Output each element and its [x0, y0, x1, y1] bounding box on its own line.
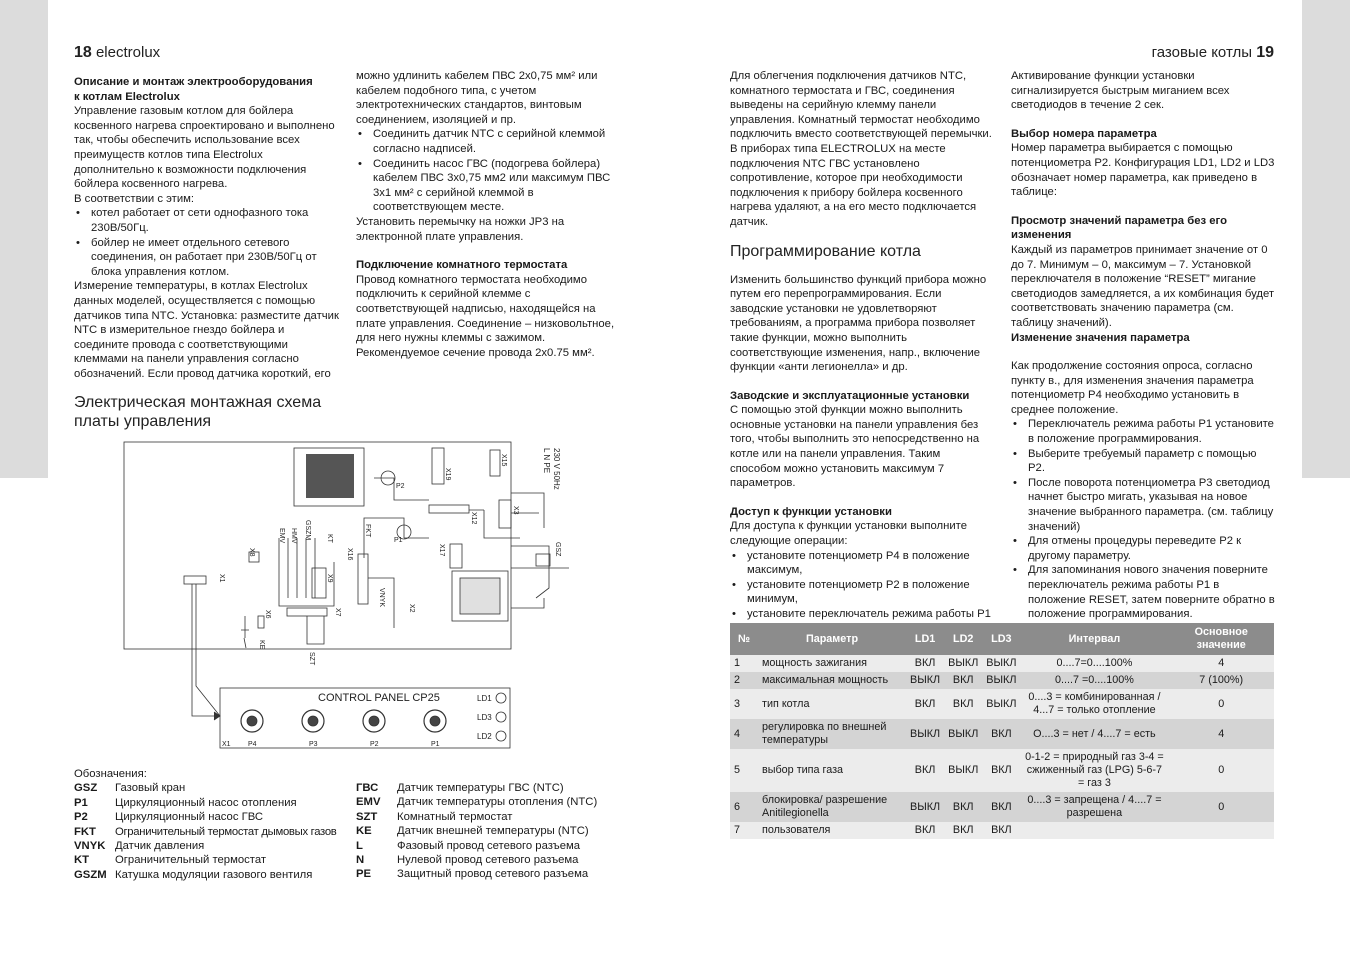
connector-x15	[490, 450, 500, 476]
column-4	[1011, 69, 1275, 622]
left-page-header	[74, 44, 160, 62]
list-item: • котел работает от сети однофазного тока 230В/50Гц.	[74, 206, 340, 235]
emv-label: EMV	[278, 528, 285, 544]
pot-p4-knob	[247, 716, 257, 726]
section-title: Выбор номера параметра	[1011, 127, 1157, 140]
list-item: • установите переключатель режима работы P1	[730, 607, 992, 636]
legend-item: N Нулевой провод сетевого разъема	[356, 854, 579, 867]
connector-label: X17	[438, 544, 445, 557]
connector-label: X16	[346, 548, 353, 561]
right-page-title: газовые котлы	[1151, 44, 1253, 61]
led-ld1	[496, 693, 506, 703]
legend-item: FKT Ограничительный термостат дымовых газов	[74, 825, 337, 838]
paragraph: Активирование функции установки сигнализируется быстрым миганием всех светодиодов в течение 2 сек.	[1011, 70, 1230, 112]
list-item: • Для отмены процедуры переведите P2 к другому параметру.	[1011, 534, 1275, 563]
list-item: • Переключатель режима работы P1 установите в положение программирования.	[1011, 417, 1275, 446]
connector-x12	[429, 505, 469, 513]
kt-label: KT	[326, 534, 333, 543]
p2-label: P2	[396, 483, 405, 490]
bullet-list	[1011, 417, 1275, 621]
bullet-list	[356, 127, 621, 215]
pot-label: P2	[370, 741, 379, 748]
table-header: LD3	[982, 623, 1020, 655]
paragraph: Для облегчения подключения датчиков NTC, комнатного термостата и ГВС, соединения выведены на серийную клемму панели управления. Комнатный термостат необходимо подключить вместо соответствующей перемычки. В приборах типа ELECTROLUX на месте подключения NTC ГВС установлено сопротивление, которое при необходимости подключения к прибору бойлера косвенного нагрева удаляют, а на его место подключается датчик.	[730, 70, 992, 228]
paragraph: Изменить большинство функций прибора можно путем его перепрограммирования. Если заводские установки не удовлетворяют требованиям, а программа прибора позволяет такие функции, можно выполнить соответствующие изменения, напр., включение функции «анти легионелла» и др.	[730, 273, 987, 374]
table-row: 6 блокировка/ разрешение Anitilegionella ВЫКЛ ВКЛ ВКЛ 0....3 = запрещена / 4....7 = разрешена 0	[730, 792, 1274, 822]
table-header: Параметр	[758, 623, 906, 655]
list-item: • бойлер не имеет отдельного сетевого соединения, он работает при 230В/50Гц от блока управления котлом.	[74, 236, 340, 280]
power-label: 230 V 50Hz	[552, 448, 561, 490]
connector-x1	[184, 576, 206, 584]
table-row: 7 пользователя ВКЛ ВКЛ ВКЛ	[730, 822, 1274, 839]
legend-item: P2 Циркуляционный насос ГВС	[74, 811, 264, 824]
legend-right	[356, 781, 626, 882]
pot-p2-knob	[369, 716, 379, 726]
legend-item: ГВС Датчик температуры ГВС (NTC)	[356, 782, 564, 794]
table-header: Основное значение	[1168, 623, 1274, 655]
section-title: Просмотр значений параметра без его изменения	[1011, 214, 1227, 242]
fkt-label: FKT	[364, 524, 371, 538]
table-header: Интервал	[1020, 623, 1168, 655]
gas-valve-wires	[511, 568, 569, 608]
connector-x19	[432, 448, 444, 484]
list-item: • Выберите требуемый параметр с помощью P2.	[1011, 447, 1275, 476]
right-page-margin	[1302, 0, 1350, 478]
paragraph: Номер параметра выбирается с помощью потенциометра P2. Конфигурация LD1, LD2 и LD3 обозначает номер параметра, как приведено в таблице:	[1011, 142, 1275, 199]
paragraph: Управление газовым котлом для бойлера косвенного нагрева спроектировано и выполнено так, чтобы обеспечить использование всех преимуществ котлов типа Electrolux дополнительно к возможности подключения бойлера косвенного нагрева.	[74, 105, 335, 191]
table-row: 2 максимальная мощность ВЫКЛ ВКЛ ВЫКЛ 0....7 =0....100% 7 (100%)	[730, 672, 1274, 689]
board-wires	[364, 518, 429, 628]
vnyk-label: VNYK	[378, 588, 385, 608]
list-item: • Для запоминания нового значения поверните переключатель режима работы P1 в положение RESET, затем поверните обратно в положение программирования.	[1011, 563, 1275, 621]
bullet-list	[74, 206, 340, 279]
pot-p3-knob	[308, 716, 318, 726]
right-page-header	[1152, 44, 1274, 62]
connector-x9	[312, 568, 326, 598]
table-header: LD1	[906, 623, 944, 655]
connector-label: X8	[248, 548, 255, 557]
left-brand: electrolux	[95, 44, 161, 61]
list-item: • установите потенциометр P2 в положение минимум,	[730, 578, 992, 607]
pot-label: P1	[431, 741, 440, 748]
legend-heading: Обозначения:	[74, 768, 147, 780]
section-title: Описание и монтаж электрооборудования	[74, 76, 313, 88]
cable-arrow	[214, 712, 220, 720]
legend-item: GSZ Газовый кран	[74, 782, 186, 795]
gszm-label: GSZM	[304, 520, 311, 541]
legend-item: KE Датчик внешней температуры (NTC)	[356, 825, 589, 838]
left-page-number: 18	[74, 44, 92, 61]
paragraph: С помощью этой функции можно выполнить основные установки на панели управления без того, чтобы выполнить это непосредственно на котле или на панели управления. Таким способом можно установить максимум 7 параметров.	[730, 404, 980, 490]
connector-label: X2	[408, 604, 415, 613]
led-ld3	[496, 712, 506, 722]
ke-label: KE	[258, 640, 265, 650]
led-label: LD3	[477, 713, 492, 722]
right-page-number: 19	[1256, 44, 1274, 61]
pot-label: P3	[309, 741, 318, 748]
column-2	[356, 69, 621, 360]
pot-p1-knob	[430, 716, 440, 726]
panel-label: CONTROL PANEL CP25	[318, 692, 440, 704]
table-row: 3 тип котла ВКЛ ВКЛ ВЫКЛ 0....3 = комбинированная / 4...7 = только отопление 0	[730, 689, 1274, 719]
section-title: Доступ к функции установки	[730, 505, 892, 518]
list-item: • После поворота потенциометра P3 светодиод начнет быстро мигать, указывая на новое значение выбранного параметра. (см. таблицу значений)	[1011, 476, 1275, 534]
diagram-title: Электрическая монтажная схема платы управления	[74, 394, 322, 430]
panel-cable	[192, 584, 220, 716]
list-item: • установите потенциометр P4 в положение максимум,	[730, 549, 992, 578]
paragraph: В соответствии с этим:	[74, 192, 195, 205]
lnpe-label: L N PE	[542, 448, 551, 474]
section-title-large: Программирование котла	[730, 242, 921, 260]
paragraph: Установить перемычку на ножки JP3 на электронной плате управления.	[356, 215, 565, 243]
led-label: LD1	[477, 694, 492, 703]
connector-label: X3	[512, 506, 519, 515]
gsz-label: GSZ	[554, 542, 561, 557]
section-title-line2: к котлам Electrolux	[74, 90, 180, 103]
table-header: LD2	[944, 623, 982, 655]
hmv-label: HMV	[290, 528, 297, 544]
wiring-diagram	[74, 438, 574, 752]
p1-label: P1	[394, 537, 403, 544]
legend-item: EMV Датчик температуры отопления (NTC)	[356, 796, 598, 809]
left-page-margin	[0, 0, 48, 478]
transformer-core	[306, 454, 354, 498]
table-row: 5 выбор типа газа ВКЛ ВЫКЛ ВКЛ 0-1-2 = природный газ 3-4 = сжиженный газ (LPG) 5-6-7 = газ 3 0	[730, 749, 1274, 792]
paragraph: Провод комнатного термостата необходимо подключить к серийной клемме с соответствующей надписью, находящейся на плате управления. Соединение – низковольтное, для него нужны клеммы с зажимом. Рекомендуемое сечение провода 2х0.75 мм².	[356, 273, 615, 359]
relay-core	[460, 578, 500, 614]
section-title: Подключение комнатного термостата	[356, 259, 568, 272]
list-item: • Соединить насос ГВС (подогрева бойлера) кабелем ПВС 3х0,75 мм2 или максимум ПВС 3х1 мм² с серийной клеммой в соответствующем месте.	[356, 157, 621, 215]
paragraph: Как продолжение состояния опроса, согласно пункту в., для изменения значения параметра потенциометр P4 необходимо установить в среднее положение.	[1011, 360, 1254, 416]
legend-item: KT Ограничительный термостат	[74, 854, 267, 867]
table-header-row	[730, 623, 1274, 655]
legend-item: PE Защитный провод сетевого разъема	[356, 868, 589, 881]
ke-sensor	[241, 616, 249, 648]
section-title: Изменение значения параметра	[1011, 331, 1190, 344]
connector-label: X15	[500, 454, 507, 467]
connector-label: X1	[222, 741, 231, 748]
column-1	[74, 75, 340, 381]
parameter-table	[730, 623, 1274, 839]
paragraph: Для доступа к функции установки выполните следующие операции:	[730, 520, 967, 548]
legend-left	[74, 767, 354, 882]
connector-label: X6	[264, 610, 271, 619]
legend-item: P1 Циркуляционный насос отопления	[74, 796, 297, 809]
connector-x16	[358, 554, 368, 604]
list-item: • Соединить датчик NTC с серийной клеммой согласно надписей.	[356, 127, 621, 156]
connector-x6	[258, 616, 264, 628]
connector-label: X9	[326, 574, 333, 583]
connector-label: X1	[218, 574, 225, 583]
legend-item: L Фазовый провод сетевого разъема	[356, 839, 581, 852]
led-ld2	[496, 731, 506, 741]
table-row: 1 мощность зажигания ВКЛ ВЫКЛ ВЫКЛ 0....7=0....100% 4	[730, 655, 1274, 672]
connector-label: X7	[334, 608, 341, 617]
connector-x7	[287, 608, 327, 616]
connector-x17	[450, 544, 462, 568]
connector-label: X19	[444, 468, 451, 481]
legend-item: GSZM Катушка модуляции газового вентиля	[74, 868, 313, 881]
connector-x3	[499, 500, 511, 528]
paragraph: можно удлинить кабелем ПВС 2х0,75 мм² или кабелем подобного типа, с учетом электротехнических стандартов, винтовым соединением, изоляцией и пр.	[356, 70, 598, 126]
paragraph: Каждый из параметров принимает значение от 0 до 7. Минимум – 0, максимум – 7. Установкой переключателя в положение “RESET” мигание светодиодов замедляется, а их комбинация будет соответствовать значению параметра (см. таблицу значений).	[1011, 243, 1275, 329]
pot-label: P4	[248, 741, 257, 748]
section-title: Заводские и эксплуатационные установки	[730, 389, 970, 402]
column-3	[730, 69, 992, 636]
szt-loop	[307, 616, 324, 644]
gas-valve	[536, 554, 550, 566]
legend-item: VNYK Датчик давления	[74, 840, 205, 853]
table-row: 4 регулировка по внешней температуры ВЫКЛ ВЫКЛ ВКЛ О....3 = нет / 4....7 = есть 4	[730, 719, 1274, 749]
szt-label: SZT	[308, 652, 315, 666]
legend-item: SZT Комнатный термостат	[356, 810, 513, 823]
connector-label: X12	[470, 512, 477, 525]
table-header: №	[730, 623, 758, 655]
led-label: LD2	[477, 732, 492, 741]
paragraph: Измерение температуры, в котлах Electrolux данных моделей, осуществляется с помощью датчиков типа NTC. Установка: разместите датчик NTC в измерительное гнездо бойлера и соедините провода с соответствующими клеммами на панели управления согласно обозначений. Если провод датчика короткий, его	[74, 280, 339, 380]
